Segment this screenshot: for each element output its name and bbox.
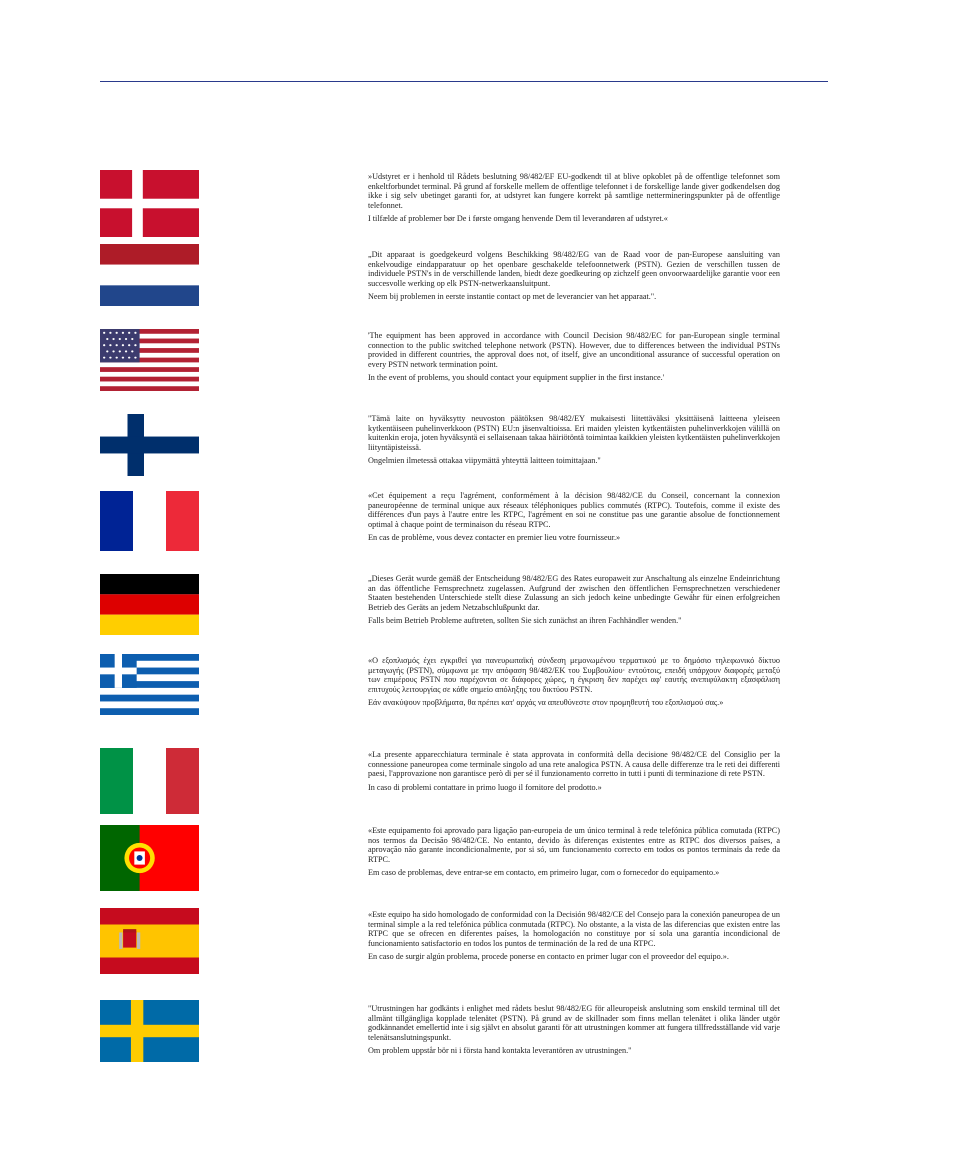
germany-flag (100, 574, 199, 635)
declaration-paragraph: Em caso de problemas, deve entrar-se em contacto, em primeiro lugar, com o fornecedor do equipamento.» (368, 868, 720, 878)
declaration-paragraph: «Cet équipement a reçu l'agrément, conformément à la décision 98/482/CE du Conseil, concernant la connexion paneuropéenne de terminal unique aux réseaux téléphoniques publics commutés (RTPC). Toutefois, comme il existe des différences d'un pays à l'autre entre les RTPC, l'agrément en soi ne constitue pas une garantie absolue de fonctionnement optimal à chaque point de terminaison du réseau RTPC. (368, 491, 780, 529)
declaration-paragraph: «La presente apparecchiatura terminale è stata approvata in conformità della decisione 98/482/CE del Consiglio per la connessione paneuropea come terminale singolo ad una rete analogica PSTN. A causa delle differenze tra le reti dei differenti paesi, l'approvazione non garantisce però di per sé il funzionamento corretto in tutti i punti di terminazione di rete PSTN. (368, 750, 780, 779)
france-flag (100, 491, 199, 551)
declaration-paragraph: Neem bij problemen in eerste instantie contact op met de leverancier van het apparaat.". (368, 292, 657, 302)
declaration-netherlands (368, 250, 780, 306)
declaration-denmark (368, 172, 780, 228)
portugal-flag (100, 825, 199, 891)
spain-flag (100, 908, 199, 974)
denmark-flag (100, 170, 199, 237)
italy-flag (100, 748, 199, 814)
declaration-paragraph: «Este equipo ha sido homologado de conformidad con la Decisión 98/482/CE del Consejo para la conexión paneuropea de un terminal simple a la red telefónica pública conmutada (RTPC). No obstante, a la vista de las diferencias que existen entre las RTPC que se ofrecen en diferentes países, la homologación no constituye por sí sola una garantía incondicional de funcionamiento satisfactorio en todos los puntos de terminación de la red de una RTPC. (368, 910, 780, 948)
declaration-greece (368, 656, 780, 712)
declaration-paragraph: In caso di problemi contattare in primo luogo il fornitore del prodotto.» (368, 782, 602, 792)
declaration-paragraph: Om problem uppstår bör ni i första hand kontakta leverantören av utrustningen." (368, 1046, 632, 1056)
declaration-portugal (368, 826, 780, 882)
declaration-paragraph: «Este equipamento foi aprovado para ligação pan-europeia de um único terminal à rede telefónica pública comutada (RTPC) nos termos da Decisão 98/482/CE. No entanto, devido às diferenças existentes entre as RTPC dos diversos países, a aprovação não garante incondicionalmente, por si só, um funcionamento correcto em todos os pontos terminais da rede da RTPC. (368, 826, 780, 864)
declaration-france (368, 491, 780, 547)
header-rule (100, 81, 828, 82)
greece-flag (100, 654, 199, 715)
declaration-paragraph: Falls beim Betrieb Probleme auftreten, sollten Sie sich zunächst an ihren Fachhändler wenden." (368, 616, 682, 626)
declaration-paragraph: En caso de surgir algún problema, procede ponerse en contacto en primer lugar con el proveedor del equipo.». (368, 952, 729, 962)
finland-flag (100, 414, 199, 476)
declaration-finland (368, 414, 780, 470)
declaration-sweden (368, 1004, 780, 1060)
declaration-paragraph: "Utrustningen har godkänts i enlighet med rådets beslut 98/482/EG för alleuropeisk anslutning som enskild terminal till det allmänt tillgängliga kopplade telenätet (PSTN). På grund av de skillnader som finns mellan telenätet i olika länder utgör godkännandet emellertid inte i sig självt en absolut garanti för att utrustningen kommer att fungera tillfredsställande vid varje telenätsanslutningspunkt. (368, 1004, 780, 1042)
declaration-paragraph: »Udstyret er i henhold til Rådets beslutning 98/482/EF EU-godkendt til at blive opkoblet på de offentlige telefonnet som enkeltforbundet terminal. På grund af forskelle mellem de offentlige telefonnet i de forskellige lande giver godkendelsen dog ikke i sig selv ubetinget garanti for, at udstyret kan fungere korrekt på samtlige nettermineringspunkter på de offentlige telefonnet. (368, 172, 780, 210)
declaration-paragraph: I tilfælde af problemer bør De i første omgang henvende Dem til leverandøren af udstyret.« (368, 214, 668, 224)
declaration-paragraph: In the event of problems, you should contact your equipment supplier in the first instance.' (368, 373, 665, 383)
sweden-flag (100, 1000, 199, 1062)
declaration-germany (368, 574, 780, 630)
netherlands-flag (100, 244, 199, 306)
usa-flag (100, 329, 199, 391)
declaration-italy (368, 750, 780, 796)
declaration-paragraph: „Dieses Gerät wurde gemäß der Entscheidung 98/482/EG des Rates europaweit zur Anschaltung als einzelne Endeinrichtung an das öffentliche Fernsprechnetz zugelassen. Aufgrund der zwischen den öffentlichen Fernsprechnetzen verschiedener Staaten bestehenden Unterschiede stellt diese Zulassung an sich jedoch keine unbedingte Gewähr für einen erfolgreichen Betrieb des Geräts an jedem Netzabschlußpunkt dar. (368, 574, 780, 612)
declaration-paragraph: „Dit apparaat is goedgekeurd volgens Beschikking 98/482/EG van de Raad voor de pan-Europese aansluiting van enkelvoudige eindapparatuur op het openbare geschakelde telefoonnetwerk (PSTN). Gezien de verschillen tussen de individuele PSTN's in de verschillende landen, biedt deze goedkeuring op zichzelf geen onvoorwaardelijke garantie voor een succesvolle werking op elk PSTN-netwerkaansluitpunt. (368, 250, 780, 288)
declaration-spain (368, 910, 780, 966)
declaration-paragraph: Ongelmien ilmetessä ottakaa viipymättä yhteyttä laitteen toimittajaan." (368, 456, 601, 466)
declaration-paragraph: "Tämä laite on hyväksytty neuvoston päätöksen 98/482/EY mukaisesti liitettäväksi yksittäisenä laitteena yleiseen kytkentäiseen puhelinverkkoon (PSTN) EU:n jäsenvaltioissa. Eri maiden yleisten kytkentäisten puhelinverkkojen välillä on kuitenkin eroja, joten hyväksyntä ei sellaisenaan takaa häiriötöntä toimintaa kaikkien yleisten kytkentäisten puhelinverkkojen liityntäpisteissä. (368, 414, 780, 452)
declaration-paragraph: 'The equipment has been approved in accordance with Council Decision 98/482/EC for pan-European single terminal connection to the public switched telephone network (PSTN). However, due to differences between the individual PSTNs provided in different countries, the approval does not, of itself, give an unconditional assurance of successful operation on every PSTN network termination point. (368, 331, 780, 369)
declaration-paragraph: Εάν ανακύψουν προβλήματα, θα πρέπει κατ' αρχάς να απευθύνεστε στον προμηθευτή του εξοπλισμού σας.» (368, 698, 724, 708)
declaration-usa (368, 331, 780, 387)
declaration-paragraph: «Ο εξοπλισμός έχει εγκριθεί για πανευρωπαϊκή σύνδεση μεμονωμένου τερματικού με το δημόσιο τηλεφωνικό δίκτυο μεταγωγής (PSTN), σύμφωνα με την απόφαση 98/482/ΕΚ του Συμβουλίου· εντούτοις, επειδή υπάρχουν διαφορές μεταξύ των επιμέρους PSTN που παρέχονται σε διάφορες χώρες, η έγκριση δεν παρέχει αφ' εαυτής ανεπιφύλακτη εξασφάλιση επιτυχούς λειτουργίας σε κάθε σημείο απόληξης του δικτύου PSTN. (368, 656, 780, 694)
declaration-paragraph: En cas de problème, vous devez contacter en premier lieu votre fournisseur.» (368, 533, 621, 543)
